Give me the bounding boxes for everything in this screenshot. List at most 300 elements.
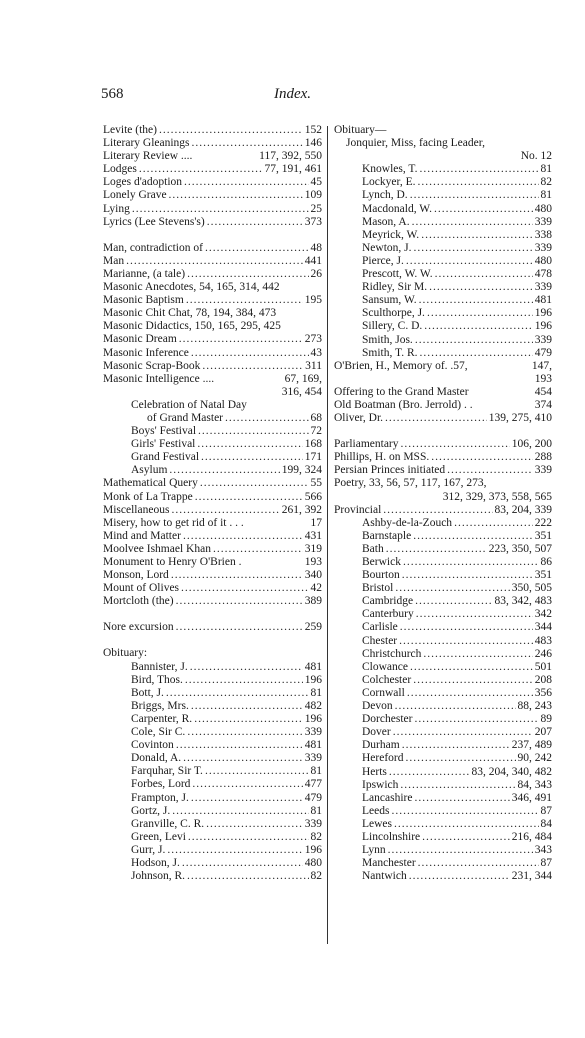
index-entry — [334, 464, 552, 477]
index-entry — [103, 870, 322, 883]
index-entry-pages: 223, 350, 507 — [488, 542, 552, 555]
leader-dots — [412, 216, 533, 229]
leader-dots — [191, 700, 303, 713]
index-entry-pages: 17 — [310, 516, 322, 529]
index-entry-term: Granville, C. R. — [131, 817, 205, 830]
leader-dots — [185, 674, 303, 687]
leader-dots — [410, 189, 539, 202]
leader-dots — [391, 805, 538, 818]
index-entry — [334, 674, 552, 687]
leader-dots — [139, 163, 263, 176]
index-entry — [334, 870, 552, 883]
leader-dots — [414, 792, 509, 805]
leader-dots — [388, 844, 533, 857]
index-entry-term: Green, Levi — [131, 830, 186, 843]
index-entry-term: Hereford — [362, 752, 404, 765]
index-entry-term: Smith, T. R. — [362, 346, 418, 359]
index-entry-pages: 147, — [531, 359, 552, 372]
index-entry-term: Bourton — [362, 569, 400, 582]
index-entry-pages: 67, 169, — [284, 372, 322, 385]
index-entry — [334, 844, 552, 857]
index-entry-term: Sillery, C. D. — [362, 320, 423, 333]
index-entry-pages: 339 — [534, 215, 552, 228]
index-entry — [103, 805, 322, 818]
index-column-right — [334, 124, 552, 883]
index-entry-term: Leeds — [362, 804, 390, 817]
index-entry-term: Forbes, Lord — [131, 778, 191, 791]
index-entry-term: Carlisle — [362, 621, 398, 634]
leader-dots — [423, 648, 532, 661]
index-entry-pages: 222 — [534, 516, 552, 529]
leader-dots — [419, 294, 533, 307]
index-entry-pages: 339 — [304, 752, 322, 765]
leader-dots — [419, 163, 538, 176]
index-entry-term: Barnstaple — [362, 529, 412, 542]
leader-dots — [418, 857, 539, 870]
section-gap — [103, 634, 322, 647]
index-entry-term: Briggs, Mrs. — [131, 699, 189, 712]
index-entry-pages: 68 — [310, 411, 322, 424]
leader-dots — [187, 268, 308, 281]
index-entry-term: Durham — [362, 739, 400, 752]
leader-dots — [435, 268, 533, 281]
index-entry-term: Knowles, T. — [362, 163, 418, 176]
index-entry-term: Clowance — [362, 660, 408, 673]
leader-dots — [383, 504, 492, 517]
leader-dots — [171, 569, 303, 582]
index-entry-term: Lockyer, E. — [362, 176, 416, 189]
index-entry-pages: 481 — [534, 294, 552, 307]
leader-dots — [167, 844, 302, 857]
index-entry-term: Smith, Jos. — [362, 333, 413, 346]
index-entry — [334, 124, 552, 137]
index-entry-term: Lancashire — [362, 791, 413, 804]
index-entry-pages: 45 — [310, 176, 322, 189]
index-entry-term: Obituary— — [334, 124, 387, 136]
index-entry-pages: 344 — [534, 621, 552, 634]
leader-dots — [418, 176, 539, 189]
index-entry-term: Dover — [362, 726, 391, 739]
index-entry-pages: 207 — [534, 726, 552, 739]
leader-dots — [420, 347, 533, 360]
leader-dots — [191, 792, 303, 805]
index-entry — [334, 700, 552, 713]
leader-dots — [176, 621, 303, 634]
index-entry — [334, 399, 552, 412]
index-entry-term: Christchurch — [362, 647, 422, 660]
leader-dots — [406, 752, 516, 765]
index-entry-pages: 77, 191, 461 — [264, 163, 322, 176]
index-entry — [103, 844, 322, 857]
index-entry-pages: 342 — [534, 608, 552, 621]
leader-dots — [407, 687, 533, 700]
index-entry-pages: 196 — [534, 320, 552, 333]
leader-dots — [198, 425, 308, 438]
index-entry-term: Mortcloth (the) — [103, 595, 174, 608]
leader-dots — [194, 713, 303, 726]
index-entry-term: Masonic Didactics, 150, 165, 295, 425 — [103, 320, 281, 333]
index-entry — [103, 347, 322, 360]
index-entry — [103, 451, 322, 464]
leader-dots — [181, 582, 308, 595]
section-gap — [103, 229, 322, 242]
leader-dots — [414, 713, 538, 726]
leader-dots — [402, 569, 533, 582]
index-entry-term: Herts — [362, 765, 387, 778]
index-entry-term: Monk of La Trappe — [103, 490, 193, 503]
index-entry — [334, 504, 552, 517]
index-entry-term: Offering to the Grand Master — [334, 385, 469, 398]
index-entry — [103, 582, 322, 595]
index-entry — [334, 831, 552, 844]
index-entry-term: Lincolnshire — [362, 830, 421, 843]
leader-dots — [413, 530, 533, 543]
index-entry-term: Gortz, J. — [131, 804, 171, 817]
index-entry-term: Masonic Anecdotes, 54, 165, 314, 442 — [103, 281, 280, 294]
index-entry-pages: 501 — [534, 660, 552, 673]
index-entry-pages: 351 — [534, 569, 552, 582]
leader-dots — [126, 255, 303, 268]
index-entry-pages: 83, 342, 483 — [494, 595, 552, 608]
index-entry-pages: 171 — [304, 451, 322, 464]
index-entry — [103, 360, 322, 373]
leader-dots — [402, 739, 510, 752]
leader-dots — [395, 700, 516, 713]
index-entry-term: Sansum, W. — [362, 294, 417, 307]
index-entry-term: Bath — [362, 542, 384, 555]
index-entry-pages: 339 — [534, 281, 552, 294]
index-entry-term: Marianne, (a tale) — [103, 267, 186, 280]
index-entry-term: Chester — [362, 634, 398, 647]
index-entry-pages: 338 — [534, 228, 552, 241]
index-entry — [103, 464, 322, 477]
index-entry-pages: 196 — [534, 307, 552, 320]
leader-dots — [415, 595, 492, 608]
index-entry — [103, 595, 322, 608]
index-entry-pages: 82 — [540, 176, 552, 189]
leader-dots — [205, 765, 309, 778]
leader-dots — [385, 412, 487, 425]
index-entry-pages: 246 — [534, 647, 552, 660]
index-entry — [334, 203, 552, 216]
leader-dots — [172, 805, 308, 818]
index-entry-pages: 25 — [310, 202, 322, 215]
index-entry-pages: 81 — [310, 765, 322, 778]
leader-dots — [403, 556, 539, 569]
leader-dots — [406, 255, 533, 268]
index-entry — [334, 281, 552, 294]
leader-dots — [207, 216, 303, 229]
index-entry-pages: 87 — [540, 857, 552, 870]
index-entry — [334, 818, 552, 831]
index-entry-pages: 82 — [310, 870, 322, 883]
index-entry — [103, 726, 322, 739]
leader-dots — [201, 451, 303, 464]
index-entry-term: Devon — [362, 700, 393, 713]
index-entry — [334, 360, 552, 373]
index-entry — [103, 687, 322, 700]
index-entry-term: Bird, Thos. — [131, 673, 183, 686]
index-entry-pages: 87 — [540, 804, 552, 817]
index-entry-pages: 193 — [304, 556, 322, 568]
index-entry — [103, 752, 322, 765]
index-entry-pages: 83, 204, 340, 482 — [471, 765, 552, 778]
index-entry-pages: 48 — [310, 241, 322, 254]
index-entry-pages: 431 — [304, 529, 322, 542]
index-entry-term: Obituary: — [103, 647, 148, 660]
index-entry — [103, 281, 322, 294]
index-entry — [334, 229, 552, 242]
index-entry — [103, 621, 322, 634]
index-entry-pages: 339 — [304, 817, 322, 830]
index-entry — [334, 766, 552, 779]
index-entry-pages: 83, 204, 339 — [494, 503, 552, 516]
index-entry-pages: 566 — [304, 490, 322, 503]
index-entry-pages: 195 — [304, 294, 322, 307]
leader-dots — [176, 739, 303, 752]
index-entry-term: Celebration of Natal Day — [131, 398, 247, 411]
index-entry — [103, 778, 322, 791]
index-entry-term: Old Boatman (Bro. Jerrold) . . — [334, 398, 473, 411]
leader-dots — [409, 870, 510, 883]
index-entry-term: Lynn — [362, 844, 386, 857]
index-entry-pages: 454 — [534, 385, 552, 398]
leader-dots — [159, 124, 303, 137]
index-entry-pages: 168 — [304, 438, 322, 451]
index-entry-pages: 231, 344 — [511, 870, 552, 883]
index-entry — [103, 569, 322, 582]
index-entry-term: Man — [103, 254, 125, 267]
index-entry — [103, 373, 322, 386]
index-entry-term: Jonquier, Miss, facing Leader, — [346, 137, 485, 150]
index-entry-term: Berwick — [362, 556, 401, 568]
index-entry — [334, 320, 552, 333]
index-entry-pages: 483 — [534, 634, 552, 647]
index-entry — [334, 477, 552, 490]
index-entry-term: Monument to Henry O'Brien . — [103, 556, 242, 568]
index-entry-term: of Grand Master — [147, 411, 224, 424]
index-entry-pages: 273 — [304, 333, 322, 346]
index-entry-pages: 26 — [310, 267, 322, 280]
index-entry — [103, 412, 322, 425]
index-entry-pages: 216, 484 — [511, 830, 552, 843]
index-entry-pages: 311 — [305, 359, 322, 372]
leader-dots — [400, 621, 533, 634]
index-entry — [103, 765, 322, 778]
leader-dots — [424, 320, 532, 333]
index-entry — [334, 713, 552, 726]
index-entry-term: Ridley, Sir M. — [362, 281, 428, 294]
leader-dots — [195, 491, 303, 504]
leader-dots — [182, 857, 303, 870]
index-entry-term: Moolvee Ishmael Khan — [103, 542, 211, 555]
index-entry-pages: 350, 505 — [511, 582, 552, 595]
index-entry — [334, 752, 552, 765]
index-entry-continuation: 312, 329, 373, 558, 565 — [442, 490, 552, 503]
index-entry — [103, 491, 322, 504]
leader-dots — [166, 687, 309, 700]
index-entry-term: Poetry, 33, 56, 57, 117, 167, 273, — [334, 477, 487, 490]
index-entry — [103, 333, 322, 346]
index-entry-pages: 237, 489 — [511, 739, 552, 752]
index-entry-pages: 480 — [304, 856, 322, 869]
index-entry — [334, 582, 552, 595]
index-entry — [103, 425, 322, 438]
index-entry-term: Prescott, W. W. — [362, 268, 433, 281]
index-entry — [103, 818, 322, 831]
index-entry-pages: 441 — [304, 254, 322, 267]
leader-dots — [454, 517, 533, 530]
index-entry-pages: 86 — [540, 556, 552, 568]
index-entry-pages: 208 — [534, 673, 552, 686]
index-entry-term: Nantwich — [362, 870, 407, 883]
index-entry — [334, 635, 552, 648]
index-entry — [103, 674, 322, 687]
index-entry-term: Lynch, D. — [362, 189, 408, 202]
index-entry — [103, 294, 322, 307]
leader-dots — [200, 477, 309, 490]
leader-dots — [427, 307, 533, 320]
index-entry-term: Lonely Grave — [103, 189, 167, 202]
index-entry — [334, 451, 552, 464]
leader-dots — [188, 831, 309, 844]
index-entry-continuation: 316, 454 — [281, 385, 322, 398]
index-entry-pages: 43 — [310, 346, 322, 359]
index-entry — [334, 386, 552, 399]
index-entry-term: Colchester — [362, 673, 412, 686]
index-entry-pages: 42 — [310, 582, 322, 595]
index-entry-term: Monson, Lord — [103, 569, 169, 582]
index-entry — [103, 517, 322, 530]
index-entry-term: Lewes — [362, 817, 393, 830]
index-entry-pages: 84, 343 — [517, 778, 552, 791]
index-entry — [334, 137, 552, 150]
section-gap — [334, 425, 552, 438]
index-entry-pages: 81 — [540, 189, 552, 202]
index-entry-pages: 351 — [534, 529, 552, 542]
index-entry — [103, 255, 322, 268]
leader-dots — [183, 530, 303, 543]
index-entry-term: Lyrics (Lee Stevens's) — [103, 215, 205, 228]
index-entry — [103, 661, 322, 674]
index-entry-pages: 196 — [304, 673, 322, 686]
index-entry-term: Cornwall — [362, 686, 405, 699]
index-entry-term: Grand Festival — [131, 451, 200, 464]
index-entry-pages: 81 — [540, 163, 552, 176]
index-entry — [334, 569, 552, 582]
index-entry-term: Boys' Festival — [131, 425, 197, 438]
index-entry-term: Levite (the) — [103, 124, 157, 136]
index-entry — [103, 203, 322, 216]
index-entry-term: Provincial — [334, 503, 382, 516]
index-entry-term: Cole, Sir C. — [131, 726, 186, 739]
index-entry — [334, 595, 552, 608]
index-entry-pages: 479 — [304, 791, 322, 804]
index-entry-pages: 480 — [534, 202, 552, 215]
leader-dots — [132, 203, 309, 216]
index-entry — [334, 726, 552, 739]
index-entry-term: Meyrick, W. — [362, 228, 420, 241]
index-entry-pages: 477 — [304, 778, 322, 791]
leader-dots — [410, 661, 533, 674]
page-number: 568 — [101, 86, 124, 102]
index-entry-term: Masonic Inference — [103, 346, 189, 359]
index-entry-pages: 339 — [534, 333, 552, 346]
index-entry — [103, 857, 322, 870]
index-entry-pages: 288 — [534, 451, 552, 464]
index-entry-term: Masonic Baptism — [103, 294, 184, 307]
index-entry — [103, 268, 322, 281]
index-entry — [334, 661, 552, 674]
index-entry-pages: 90, 242 — [517, 752, 552, 765]
index-entry-term: Masonic Intelligence .... — [103, 372, 215, 385]
leader-dots — [394, 818, 538, 831]
index-entry-pages: 106, 200 — [511, 438, 552, 451]
index-entry — [103, 647, 322, 660]
leader-dots — [225, 412, 308, 425]
index-entry-term: Persian Princes initiated — [334, 464, 446, 477]
index-entry-pages: 478 — [534, 268, 552, 281]
index-entry — [334, 255, 552, 268]
index-entry-term: Masonic Dream — [103, 333, 177, 346]
index-entry — [334, 176, 552, 189]
leader-dots — [202, 360, 303, 373]
leader-dots — [187, 726, 302, 739]
index-entry — [103, 307, 322, 320]
index-entry — [103, 216, 322, 229]
index-entry — [334, 556, 552, 569]
index-entry — [334, 543, 552, 556]
index-entry-pages: 109 — [304, 189, 322, 202]
leader-dots — [401, 438, 510, 451]
index-entry-pages: 319 — [304, 542, 322, 555]
index-entry — [334, 412, 552, 425]
index-entry — [334, 739, 552, 752]
index-entry-pages: 117, 392, 550 — [259, 150, 322, 163]
index-entry — [103, 543, 322, 556]
index-entry-term: Carpenter, R. — [131, 712, 193, 725]
index-entry — [334, 792, 552, 805]
index-entry-term: Hodson, J. — [131, 856, 180, 869]
index-entry-term: Farquhar, Sir T. — [131, 765, 203, 778]
leader-dots — [416, 608, 533, 621]
leader-dots — [205, 242, 309, 255]
index-entry — [103, 320, 322, 333]
leader-dots — [191, 347, 309, 360]
leader-dots — [422, 831, 510, 844]
index-entry-term: O'Brien, H., Memory of. .57, — [334, 359, 468, 372]
index-entry-pages: 196 — [304, 843, 322, 856]
index-entry-pages: 89 — [540, 713, 552, 726]
index-entry-pages: 373 — [304, 215, 322, 228]
leader-dots — [187, 870, 309, 883]
index-entry — [334, 779, 552, 792]
index-entry-term: Mathematical Query — [103, 477, 198, 490]
index-entry-pages: 374 — [534, 398, 552, 411]
index-entry-pages: 84 — [540, 817, 552, 830]
index-entry-term: Mason, A. — [362, 215, 410, 228]
leader-dots — [421, 229, 533, 242]
index-entry-term: Girls' Festival — [131, 438, 196, 451]
column-divider — [327, 126, 328, 944]
leader-dots — [386, 543, 487, 556]
index-entry-term: Literary Gleanings — [103, 137, 190, 150]
index-entry-pages: 152 — [304, 124, 322, 136]
index-entry-term: Bott, J. — [131, 686, 164, 699]
leader-dots — [389, 766, 470, 779]
leader-dots — [192, 778, 302, 791]
leader-dots — [429, 281, 533, 294]
